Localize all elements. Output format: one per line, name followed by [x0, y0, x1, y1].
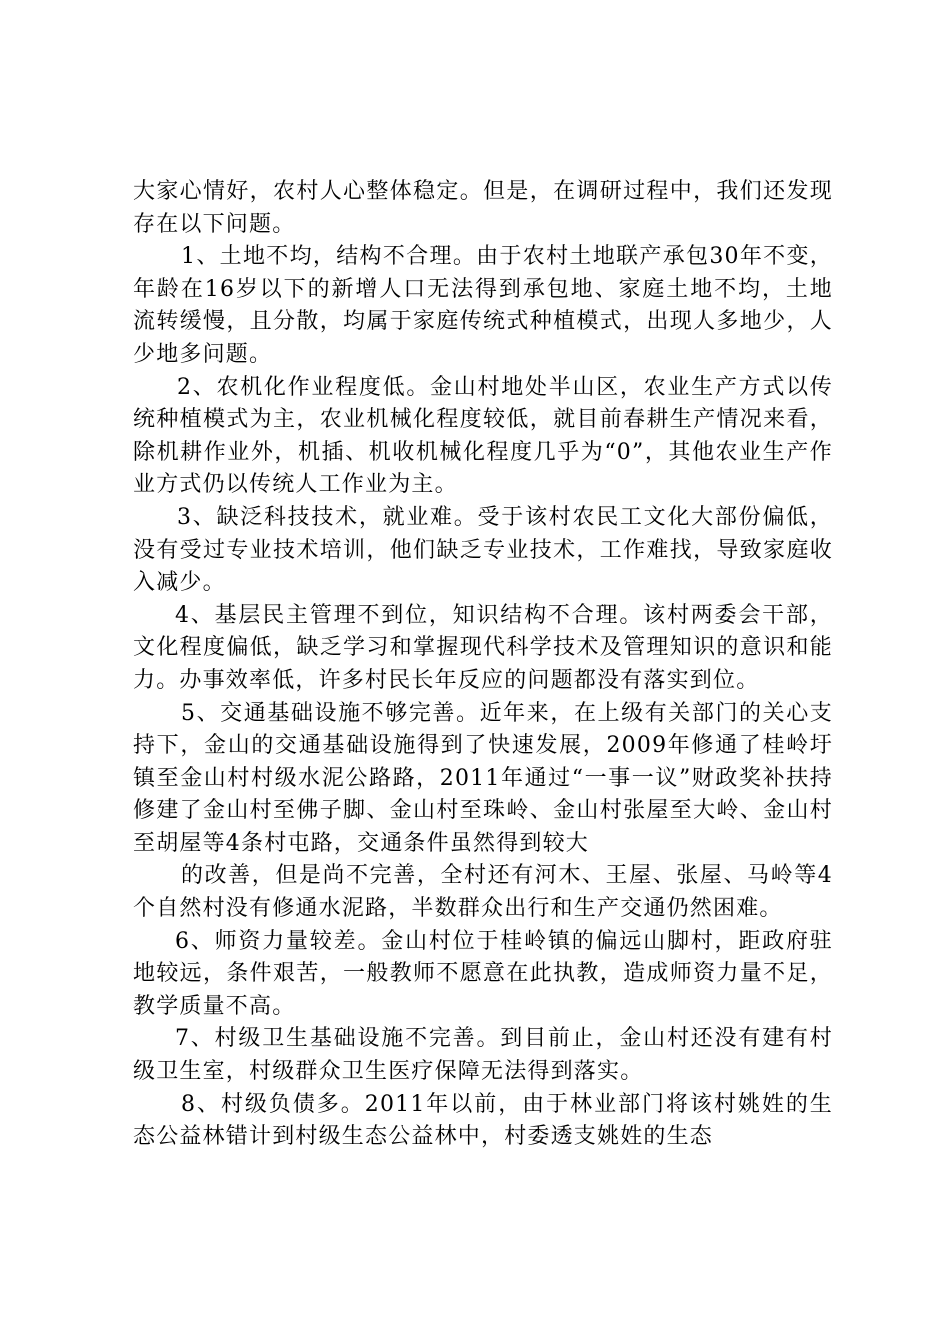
paragraph-item-1: 1、土地不均，结构不合理。由于农村土地联产承包30年不变，年龄在16岁以下的新增人口无法得到承包地、家庭土地不均，土地流转缓慢，且分散，均属于家庭传统式种植模式，出现人多地少，人少地多问题。: [133, 244, 833, 367]
paragraph-item-6: 6、师资力量较差。金山村位于桂岭镇的偏远山脚村，距政府驻地较远，条件艰苦，一般教师不愿意在此执教，造成师资力量不足，教学质量不高。: [133, 928, 833, 1019]
paragraph-item-5-continued: 的改善，但是尚不完善，全村还有河木、王屋、张屋、马岭等4个自然村没有修通水泥路，半数群众出行和生产交通仍然困难。: [133, 863, 833, 922]
paragraph-intro: 大家心情好，农村人心整体稳定。但是，在调研过程中，我们还发现存在以下问题。: [133, 179, 833, 237]
document-body: [133, 176, 833, 1154]
paragraph-item-3: 3、缺泛科技技术，就业难。受于该村农民工文化大部份偏低，没有受过专业技术培训，他们缺乏专业技术，工作难找，导致家庭收入减少。: [133, 504, 833, 596]
paragraph-item-8: 8、村级负债多。2011年以前，由于林业部门将该村姚姓的生态公益林错计到村级生态公益林中，村委透支姚姓的生态: [133, 1091, 833, 1150]
paragraph-item-4: 4、基层民主管理不到位，知识结构不合理。该村两委会干部，文化程度偏低，缺乏学习和掌握现代科学技术及管理知识的意识和能力。办事效率低，许多村民长年反应的问题都没有落实到位。: [133, 602, 833, 693]
paragraph-item-7: 7、村级卫生基础设施不完善。到目前止，金山村还没有建有村级卫生室，村级群众卫生医疗保障无法得到落实。: [133, 1026, 833, 1085]
paragraph-item-2: 2、农机化作业程度低。金山村地处半山区，农业生产方式以传统种植模式为主，农业机械化程度较低，就目前春耕生产情况来看，除机耕作业外，机插、机收机械化程度几乎为“0”，其他农业生产作业方式仍以传统人工作业为主。: [133, 374, 833, 498]
paragraph-item-5: 5、交通基础设施不够完善。近年来，在上级有关部门的关心支持下，金山的交通基础设施得到了快速发展，2009年修通了桂岭圩镇至金山村村级水泥公路路，2011年通过“一事一议”财政奖补扶持修建了金山村至佛子脚、金山村至珠岭、金山村张屋至大岭、金山村至胡屋等4条村屯路，交通条件虽然得到较大: [133, 700, 833, 856]
